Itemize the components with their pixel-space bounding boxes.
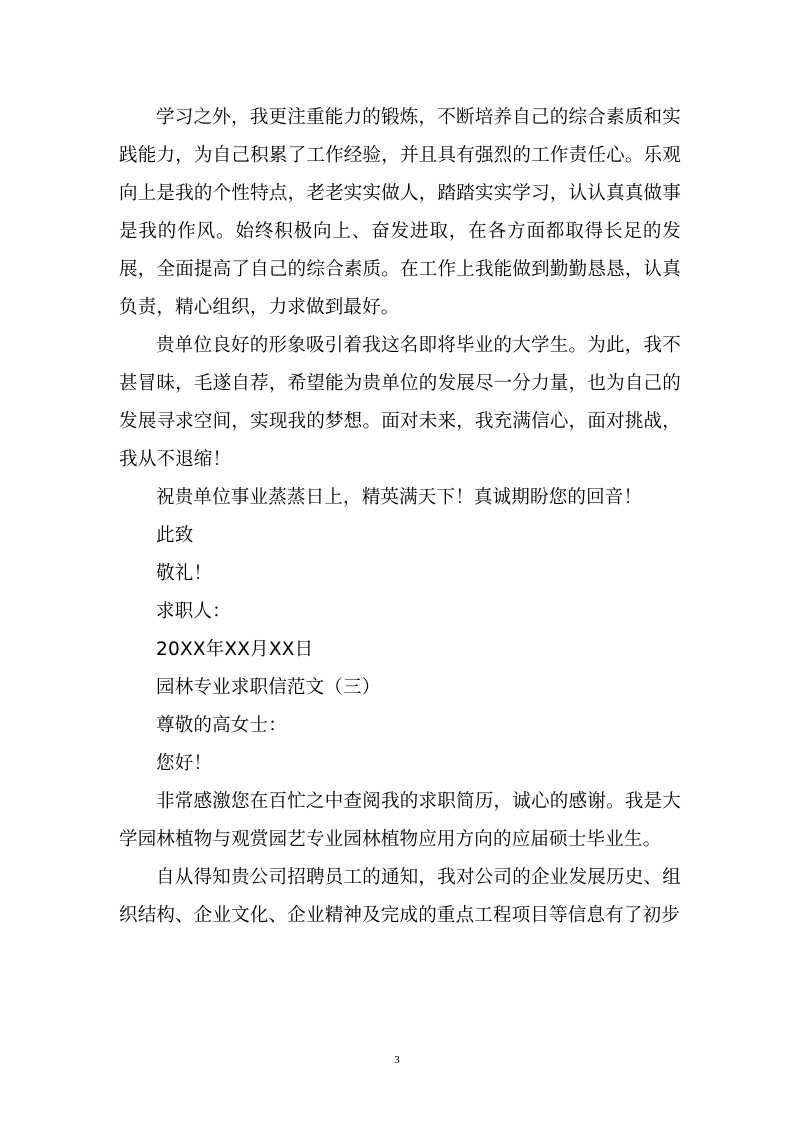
letter-date: 20XX年XX月XX日 xyxy=(156,639,314,660)
paragraph-introduction: 非常感激您在百忙之中查阅我的求职简历，诚心的感谢。我是大学园林植物与观赏园艺专业园林植物应用方向的应届硕士毕业生。 xyxy=(119,791,681,850)
paragraph-wishes: 祝贵单位事业蒸蒸日上，精英满天下！真诚期盼您的回音！ xyxy=(156,487,643,508)
applicant-label: 求职人： xyxy=(156,601,231,622)
closing-respect: 敬礼！ xyxy=(156,563,213,584)
closing-salutation: 此致 xyxy=(156,525,194,546)
paragraph-company-knowledge: 自从得知贵公司招聘员工的通知，我对公司的企业发展历史、组织结构、企业文化、企业精神及完成的重点工程项目等信息有了初步 xyxy=(119,867,681,926)
recipient-greeting: 尊敬的高女士： xyxy=(156,715,287,736)
hello-line: 您好！ xyxy=(156,753,213,774)
letter-body xyxy=(119,99,681,935)
paragraph-motivation: 贵单位良好的形象吸引着我这名即将毕业的大学生。为此，我不甚冒昧，毛遂自荐，希望能为贵单位的发展尽一分力量，也为自己的发展寻求空间，实现我的梦想。面对未来，我充满信心，面对挑战，我从不退缩！ xyxy=(119,335,681,470)
page-number: 3 xyxy=(394,1054,400,1066)
paragraph-self-development: 学习之外，我更注重能力的锻炼，不断培养自己的综合素质和实践能力，为自己积累了工作经验，并且具有强烈的工作责任心。乐观向上是我的个性特点，老老实实做人，踏踏实实学习，认认真真做事是我的作风。始终积极向上、奋发进取，在各方面都取得长足的发展，全面提高了自己的综合素质。在工作上我能做到勤勤恳恳，认真负责，精心组织，力求做到最好。 xyxy=(119,107,681,318)
section-title: 园林专业求职信范文（三） xyxy=(156,677,381,698)
